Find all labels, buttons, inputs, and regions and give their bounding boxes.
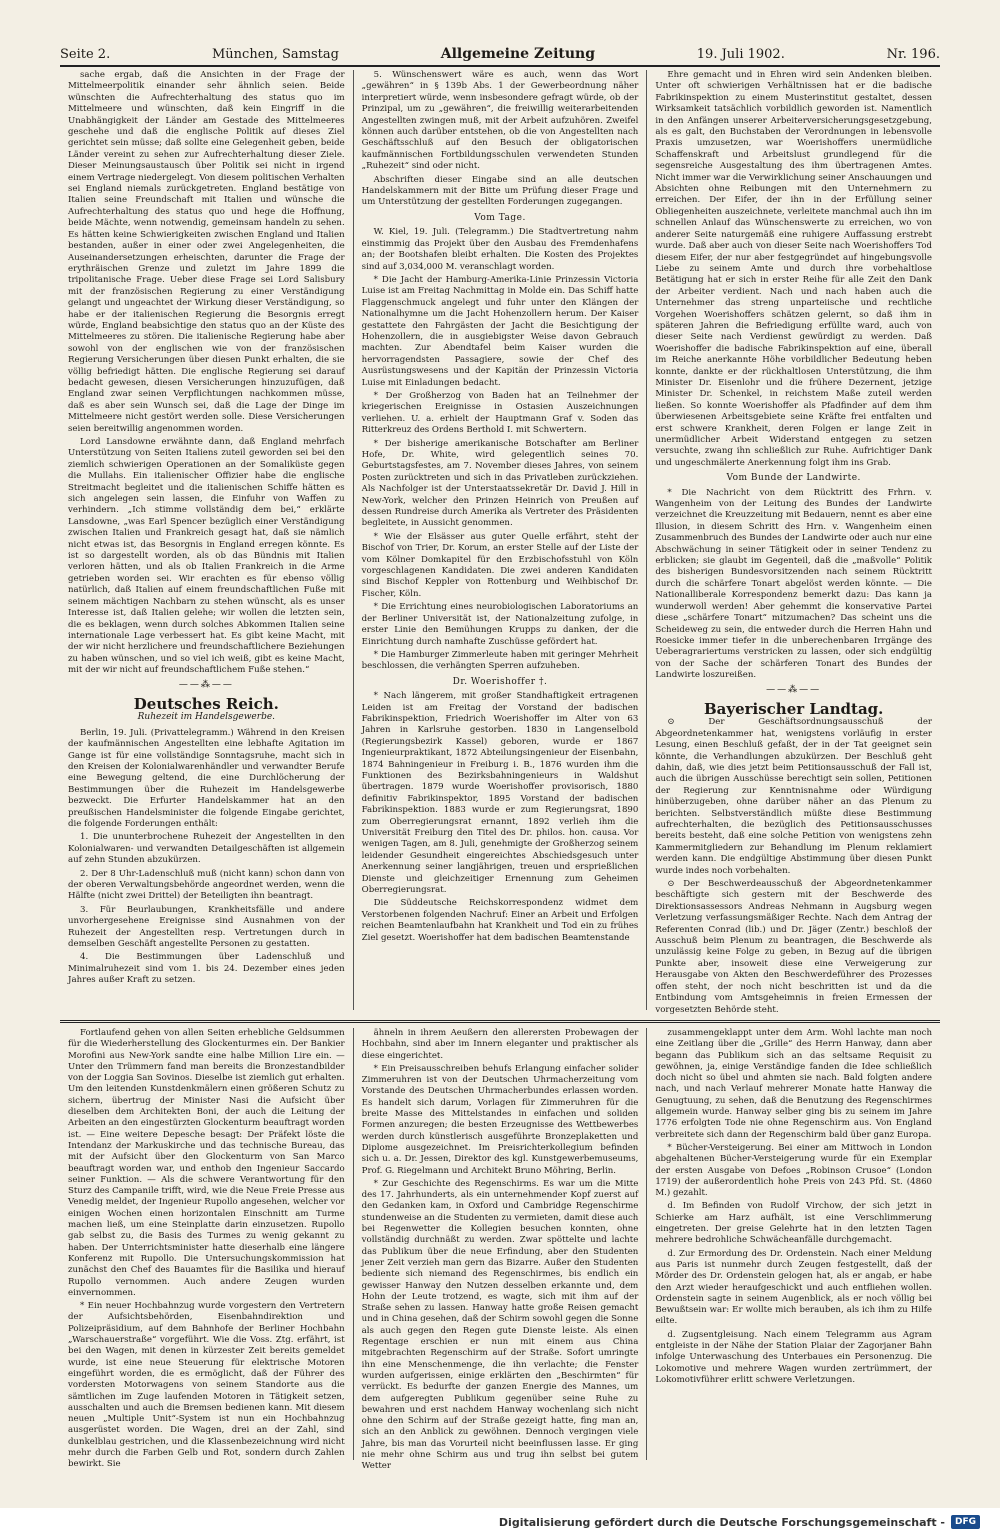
article-heading: Dr. Woerishoffer †. — [452, 676, 548, 687]
article-paragraph: d. Im Befinden von Rudolf Virchow, der sich jetzt in Schierke am Harz aufhält, ist eine Verschlimmerung eingetreten. Der greise Gelehrte hat in den letzten Tagen mehrere bedrohliche Schwächeanfälle durchgemacht. — [655, 1201, 933, 1246]
place-day: München, Samstag — [211, 47, 339, 62]
feuilleton-rule — [60, 1020, 940, 1023]
article-paragraph: 1. Die ununterbrochene Ruhezeit der Angestellten in den Kolonialwaren- und verwandten Detailgeschäften ist allgemein auf zehn Stunden abzukürzen. — [68, 832, 345, 866]
article-paragraph: * Der Großherzog von Baden hat an Teilnehmer der kriegerischen Ereignisse in Ostasien Auszeichnungen verliehen. U. a. erhielt der Hauptmann Graf v. Soden das Ritterkreuz des Ordens Berthold I. mit Schwertern. — [361, 390, 639, 436]
article-paragraph: * Der bisherige amerikanische Botschafter am Berliner Hofe, Dr. White, wird gelegentlich seines 70. Geburtstagsfestes, am 7. November dieses Jahres, von seinem Posten zurücktreten und sich in das Privatleben zurückziehen. Als Nachfolger ist der Unterstaatssekretär Dr. David J. Hill in New-York, welcher den Prinzen Heinrich von Preußen auf dessen Rundreise durch Amerika als Vertreter des Präsidenten begleitete, in Aussicht genommen. — [361, 438, 639, 529]
article-paragraph: W. Kiel, 19. Juli. (Telegramm.) Die Stadtvertretung nahm einstimmig das Projekt über den Ausbau des Fremdenhafens an; der Bootshafen bleibt erhalten. Die Kosten des Projektes sind auf 3,034,000 M. veranschlagt worden. — [361, 227, 639, 272]
article-paragraph: zusammengeklappt unter dem Arm. Wohl lachte man noch eine Zeitlang über die „Grille“ des Herrn Hanway, dann aber begann das Publikum sich an das seltsame Requisit zu gewöhnen, ja, einige Verständige fanden die Idee schließlich doch nicht so übel und ahmten sie nach. Bald folgten andere nach, und nach Verlauf mehrerer Monate hatte Hanway die Genugtuung, zu sehen, daß die Benutzung des Regenschirmes allgemein wurde. Hanway selber ging bis zu seinem im Jahre 1776 erfolgten Tode nie ohne Regenschirm aus. Von England verbreitete sich dann der Regenschirm bald über ganz Europa. — [655, 1028, 933, 1140]
article-paragraph: Ehre gemacht und in Ehren wird sein Andenken bleiben. Unter oft schwierigen Verhältnissen hat er die badische Fabrikinspektion zu einem Musterinstitut gestaltet, dessen Wirksamkeit tatsächlich vorbildlich geworden ist. Namentlich in den Anfängen unserer Arbeiterversicherungsgesetzgebung, als es galt, den Buchstaben der Verordnungen in lebensvolle Praxis umzusetzen, war Woerishoffers unermüdliche Schaffenskraft und Arbeitslust grundlegend für die segensreiche Ausgestaltung des ihm übertragenen Amtes. Nicht immer war die Verwirklichung seiner Anschauungen und Absichten ohne Reibungen mit den Unternehmern zu erreichen. Der Eifer, der ihn in der Erfüllung seiner Obliegenheiten auszeichnete, verleitete manchmal auch ihn im schnellen Anlauf das Wünschenswerte zu erreichen, wo von anderer Seite naturgemäß eine ruhigere Auffassung erstrebt wurde. Daß aber auch von dieser Seite nach Woerishoffers Tod diesem Eifer, der nur aber festgegründet auf hingebungsvolle Liebe zu seinem Amte und durch ihre vorbehaltlose Betätigung hat er sich in erster Reihe für alle Zeit den Dank der Arbeiter verdient. Nach und nach haben auch die Unternehmer das streng unparteiische und rechtliche Vorgehen Woerishoffers schätzen gelernt, so daß ihm in späteren Jahren die Befriedigung erfüllte ward, auch von dieser Seite nach Verdienst gewürdigt zu werden. Daß Woerishoffer die badische Fabrikinspektion auf eine, überall im Reiche anerkannte Höhe vorbildlicher Bedeutung heben konnte, dankte er der rückhaltlosen Unterstützung, die ihm Minister Dr. Eisenlohr und die frühere Dezernent, jetzige Minister Dr. Schenkel, in reichstem Maße zuteil werden ließen. So konnte Woerishoffer als Pfadfinder auf dem ihm überwiesenen Arbeitsgebiete seine Kräfte frei entfalten und erst schwere Krankheit, deren Folgen er lange Zeit in unermüdlicher Arbeit Widerstand entgegen zu setzen versuchte, zwang ihn schließlich zur Ruhe. Aufrichtiger Dank und ungeschmälerte Anerkennung folgt ihm ins Grab. — [655, 70, 933, 468]
article-subheading: Ruhezeit im Handelsgewerbe. — [137, 712, 276, 723]
feuilleton-columns — [60, 1028, 940, 1472]
article-paragraph: * Wie der Elsässer aus guter Quelle erfährt, steht der Bischof von Trier, Dr. Korum, an erster Stelle auf der Liste der vom Kölner Domkapitel für den Erzbischofsstuhl von Köln vorgeschlagenen Kandidaten. Die zwei anderen Kandidaten sind Bischof Keppler von Rottenburg und Weihbischof Dr. Fischer, Köln. — [361, 531, 639, 599]
footer-text: Digitalisierung gefördert durch die Deutsche Forschungsgemeinschaft - — [498, 1515, 945, 1529]
issue-date: 19. Juli 1902. — [696, 47, 785, 62]
article-heading: Vom Tage. — [474, 212, 526, 223]
article-paragraph: * Ein Preisausschreiben behufs Erlangung einfacher solider Zimmeruhren ist von der Deutschen Uhrmacherzeitung vom Vorstande des Deutschen Uhrmacherbundes erlassen worden. Es handelt sich darum, Vorlagen für Zimmeruhren für die breite Masse des Mittelstandes in einfachen und soliden Formen anzuregen; die besten Erzeugnisse des Wettbewerbes werden durch künstlerisch ausgeführte Bronzeplaketten und Diplome ausgezeichnet. Im Preisrichterkollegium befinden sich u. a. Dr. Jessen, Direktor des kgl. Kunstgewerbemuseums, Prof. G. Riegelmann und Architekt Bruno Möhring, Berlin. — [361, 1063, 639, 1176]
article-paragraph: 2. Der 8 Uhr-Ladenschluß muß (nicht kann) schon dann von der oberen Verwaltungsbehörde angeordnet werden, wenn die Hälfte (nicht zwei Drittel) der Beteiligten ihn beantragt. — [68, 868, 345, 902]
main-columns — [60, 70, 940, 1015]
article-paragraph: * Zur Geschichte des Regenschirms. Es war um die Mitte des 17. Jahrhunderts, als ein unternehmender Kopf zuerst auf den Gedanken kam, in Oxford und Cambridge Regenschirme stundenweise an die Studenten zu vermieten, damit diese auch bei Regenwetter die Kollegien besuchen konnten, ohne vollständig durchnäßt zu werden. Zwar spöttelte und lachte das Publikum über die neue Erfindung, aber den Studenten jener Zeit verzieh man gern das Bizarre. Außer den Studenten bediente sich niemand des Regenschirmes, bis endlich ein gewisser Hanway den Nutzen desselben erkannte und, dem Hohn der Leute trotzend, es wagte, sich mit ihm auf der Straße sehen zu lassen. Hanway hatte große Reisen gemacht und in China gesehen, daß der Schirm sowohl gegen die Sonne als auch gegen den Regen gute Dienste leiste. Als einen Regentage erschien er nun mit einem aus China mitgebrachten Regenschirm auf der Straße. Sofort umringte ihn eine Menschenmenge, die ihn verlachte; die Fenster wurden aufgerissen, einige erklärten den „Beschirmten“ für verrückt. Es bedurfte der ganzen Energie des Mannes, um dem aufgeregten Publikum gegenüber seine Ruhe zu bewahren und erst nachdem Hanway wochenlang sich nicht ohne den Schirm auf der Straße gezeigt hatte, fing man an, sich an den Anblick zu gewöhnen. Dennoch vergingen viele Jahre, bis man das Vorurteil nicht beeinflussen lasse. Er ging nie mehr ohne Schirm aus und trug ihn selbst bei gutem Wetter — [361, 1178, 639, 1472]
article-paragraph: ähneln in ihrem Aeußern den allerersten Probewagen der Hochbahn, sind aber im Innern eleganter und praktischer als diese eingerichtet. — [361, 1028, 639, 1061]
article-paragraph: sache ergab, daß die Ansichten in der Frage der Mittelmeerpolitik einander sehr ähnlich seien. Beide wünschten die Aufrechterhaltung des status quo im Mittelmeere und wünschten, daß kein Eingriff in die Unabhängigkeit der Länder am Gestade des Mittelmeeres geschehe und daß die englische Politik auf dieses Ziel gerichtet sein müsse; daß sollte eine Gelegenheit geben, beide Länder vereint zu sehen zur Aufrechterhaltung dieser Ziele. Dieser Meinungsaustausch über Politik sei nicht in irgend einem Vertrage niedergelegt. Von diesem politischen Verhalten sei England niemals zurückgetreten. England bestätige von Italien seine Freundschaft mit Italien und wünsche die Aufrechterhaltung des status quo und hege die Hoffnung, beide Mächte, wenn notwendig, gemeinsam handeln zu sehen. Es hätten keine Schwierigkeiten zwischen England und Italien bestanden, außer in einer oder zwei Angelegenheiten, die Auseinandersetzungen erheischten, darunter die Frage der erythräischen Grenze und zuletzt im Jahre 1899 die tripolitanische Frage. Ueber diese Frage sei Lord Salisbury mit der französischen Regierung zu einer Verständigung gelangt und ungeachtet der Wirkung dieser Verständigung, so habe er der italienischen Regierung die Besorgnis erregt würde, England beabsichtige den status quo an der Küste des Mittelmeeres zu stören. Die italienische Regierung habe aber sowohl von der englischen wie von der französischen Regierung Versicherungen über diesen Punkt erhalten, die sie völlig befriedigt hätten. Die englische Regierung sei darauf bedacht gewesen, diesen Versicherungen hinzuzufügen, daß England zwar seinen Verpflichtungen nachkommen müsse, daß es aber sein Wunsch sei, daß die Lage der Dinge im Mittelmeere nicht gestört werden solle. Diese Versicherungen seien bereitwillig angenommen worden. — [68, 70, 345, 434]
article-paragraph: ⊙ Der Beschwerdeausschuß der Abgeordnetenkammer beschäftigte sich gestern mit der Beschwerde des Direktionsassessors Andreas Nehmann in Augsburg wegen Verletzung verfassungsmäßiger Rechte. Nach dem Antrag der Referenten Conrad (lib.) und Dr. Jäger (Zentr.) beschloß der Ausschuß beim Plenum zu beantragen, die Beschwerde als unzulässig keine Folge zu geben, in Bezug auf die übrigen Punkte aber, insoweit diese eine Verweigerung zur Herausgabe von Akten den Beschwerdeführer des Prozesses offen steht, der noch nicht beschritten ist und da die Entbindung vom Amtsgeheimnis in freien Ermessen der vorgesetzten Behörde steht. — [655, 879, 933, 1015]
article-paragraph: 5. Wünschenswert wäre es auch, wenn das Wort „gewähren“ in § 139b Abs. 1 der Gewerbeordnung näher interpretiert würde, wenn insbesondere gefragt würde, ob der Prinzipal, um zu „gewähren“, die freiwillig weiterarbeitenden Angestellten zwingen muß, mit der Arbeit aufzuhören. Zweifel können auch darüber entstehen, ob die von Angestellten nach Geschäftsschluß auf den Besuch der obligatorischen kaufmännischen Fortbildungsschulen verwendeten Stunden „Ruhezeit“ sind oder nicht. — [361, 70, 639, 172]
section-heading: Deutsches Reich. — [133, 694, 279, 713]
article-paragraph: d. Zugsentgleisung. Nach einem Telegramm aus Agram entgleiste in der Nähe der Station Plaiar der Zagorjaner Bahn infolge Unterwaschung des Unterbaues ein Personenzug. Die Lokomotive und mehrere Wagen wurden zertrümmert, der Lokomotivführer erlitt schwere Verletzungen. — [655, 1329, 933, 1385]
article-paragraph: * Ein neuer Hochbahnzug wurde vorgestern den Vertretern der Aufsichtsbehörden, Eisenbahndirektion und Polizeipräsidium, auf dem Bahnhofe der Berliner Hochbahn „Warschauerstraße“ vorgeführt. Wie die Voss. Ztg. erfährt, ist bei den Wagen, mit denen in kürzester Zeit bereits gemeldet wurde, ist eine neue Steuerung für elektrische Motoren eingeführt worden, die es ermöglicht, daß der Führer des vordersten Motorwagens von seinem Standorte aus die sämtlichen im Zuge laufenden Motoren in Tätigkeit setzen, ausschalten und auch die Bremsen bedienen kann. Mit diesem neuen „Multiple Unit“-System ist nun ein Hochbahnzug ausgerüstet worden. Die Wagen, drei an der Zahl, sind dunkelblau gestrichen, und die Klassenbezeichnung wird nicht mehr durch die Farben Gelb und Rot, sondern durch Zahlen bewirkt. Sie — [68, 1301, 345, 1470]
article-paragraph: 4. Die Bestimmungen über Ladenschluß und Minimalruhezeit sind vom 1. bis 24. Dezember eines jeden Jahres außer Kraft zu setzen. — [68, 952, 345, 986]
feuilleton-column-3 — [646, 1028, 940, 1460]
separator: ——⁂—— — [178, 679, 234, 690]
page-number: Seite 2. — [60, 47, 111, 62]
article-paragraph: * Nach längerem, mit großer Standhaftigkeit ertragenen Leiden ist am Freitag der Vorstand der badischen Fabrikinspektion, Friedrich Woerishoffer im Alter von 63 Jahren in Karlsruhe gestorben. 1830 in Langenselbold (Regierungsbezirk Kassel) geboren, wurde er 1867 Ingenieurpraktikant, 1872 Abteilungsingenieur der Eisenbahn, 1874 Bahningenieur in Freiburg i. B., 1876 wurden ihm die Funktionen des Bezirksbahningenieurs in Waldshut übertragen. 1879 wurde Woerishoffer provisorisch, 1880 definitiv Fabrikinspektor, 1895 Vorstand der badischen Fabrikinspektion. 1883 wurde er zum Regierungsrat, 1890 zum Oberregierungsrat ernannt, 1892 verlieh ihm die Universität Freiburg den Titel des Dr. philos. hon. causa. Vor wenigen Tagen, am 8. Juli, genehmigte der Großherzog seinem leidender Gesundheit eingereichtes Abschiedsgesuch unter Anerkennung seiner langjährigen, treuen und ersprießlichen Dienste und gleichzeitiger Ernennung zum Geheimen Oberregierungsrat. — [361, 691, 639, 896]
page-header — [60, 38, 940, 67]
article-paragraph: d. Zur Ermordung des Dr. Ordenstein. Nach einer Meldung aus Paris ist nunmehr durch Zeugen festgestellt, daß der Mörder des Dr. Ordenstein gelogen hat, als er angab, er habe den Arzt wieder heraufgeschickt und auch entfliehen wollen. Ordenstein sagte in seinem Augenblick, als er noch völlig bei Bewußtsein war: Er wollte mich berauben, als ich ihm zu Hilfe eilte. — [655, 1248, 933, 1327]
masthead: Allgemeine Zeitung — [440, 46, 596, 62]
column-1 — [60, 70, 353, 1010]
article-paragraph: 3. Für Beurlaubungen, Krankheitsfälle und andere unvorhergesehene Ereignisse sind Ausnahmen von der Ruhezeit der Angestellten resp. Vertretungen durch in demselben Geschäft angestellte Personen zu gestatten. — [68, 904, 345, 950]
issue-number: Nr. 196. — [886, 47, 940, 62]
article-paragraph: * Die Jacht der Hamburg-Amerika-Linie Prinzessin Victoria Luise ist am Freitag Nachmittag in Molde ein. Das Schiff hatte Flaggenschmuck angelegt und fuhr unter den Klängen der Nationalhymne um die Jacht Hohenzollern herum. Der Kaiser gestattete den Fahrgästen der Jacht die Besichtigung der Hohenzollern, die in ausgiebigster Weise davon Gebrauch machten. Zur Abendtafel beim Kaiser wurden die hervorragendsten Passagiere, sowie der Chef des Ausrüstungswesens und der Kapitän der Prinzessin Victoria Luise mit Einladungen bedacht. — [361, 274, 639, 388]
separator: ——⁂—— — [766, 684, 822, 695]
column-2 — [353, 70, 647, 1010]
column-3 — [646, 70, 940, 1015]
feuilleton-column-2 — [353, 1028, 647, 1472]
article-paragraph: * Die Hamburger Zimmerleute haben mit geringer Mehrheit beschlossen, die verhängten Sperren aufzuheben. — [361, 649, 639, 672]
article-paragraph: ⊙ Der Geschäftsordnungsausschuß der Abgeordnetenkammer hat, wenigstens vorläufig in erster Lesung, einen Beschluß gefaßt, der in der Tat geeignet sein könnte, die Verhandlungen abzukürzen. Der Beschluß geht dahin, daß, wie dies jetzt beim Petitionsausschuß der Fall ist, auch die übrigen Ausschüsse berechtigt sein sollen, Petitionen der Regierung zur Kenntnisnahme oder Würdigung hinüberzugeben, ohne darüber näher an das Plenum zu berichten. Selbstverständlich müßte diese Bestimmung aufrechterhalten, die bezüglich des Petitionsausschusses bereits besteht, daß eine solche Petition von wenigstens zehn Kammermitgliedern zur Behandlung im Plenum reklamiert werden kann. Die endgültige Abstimmung über diesen Punkt wurde indes noch vorbehalten. — [655, 717, 933, 876]
article-heading: Vom Bunde der Landwirte. — [726, 473, 861, 484]
dfg-logo-icon: DFG — [951, 1515, 980, 1529]
digitization-footer — [0, 1508, 1000, 1536]
article-paragraph: * Bücher-Versteigerung. Bei einer am Mittwoch in London abgehaltenen Bücher-Versteigerung wurde für ein Exemplar der ersten Ausgabe von Defoes „Robinson Crusoe“ (London 1719) der außerordentlich hohe Preis von 243 Pfd. St. (4860 M.) gezahlt. — [655, 1142, 933, 1199]
section-heading: Bayerischer Landtag. — [703, 699, 884, 718]
article-paragraph: Berlin, 19. Juli. (Privattelegramm.) Während in den Kreisen der kaufmännischen Angestellten eine lebhafte Agitation im Gange ist für eine vollständige Sonntagsruhe, macht sich in den Kreisen der Kolonialwarenhändler und verwandter Berufe eine Bewegung geltend, die eine Durchlöcherung der Bestimmungen über die Ruhezeit im Handelsgewerbe bezweckt. Die Erfurter Handelskammer hat an den preußischen Handelsminister die folgende Eingabe gerichtet, die folgende Forderungen enthält: — [68, 727, 345, 829]
article-paragraph: Lord Lansdowne erwähnte dann, daß England mehrfach Unterstützung von Seiten Italiens zuteil geworden sei bei den ziemlich schwierigen Operationen an der Somaliküste gegen die Mullahs. Ein italienischer Offizier habe die englische Streitmacht begleitet und die italienischen Schiffe hätten es sich angelegen sein lassen, die Einfuhr von Waffen zu verhindern. „Ich stimme vollständig dem bei,“ erklärte Lansdowne, „was Earl Spencer bezüglich einer Verständigung zwischen Italien und Frankreich gesagt hat, daß sie nämlich nicht etwas ist, das Besorgnis in England erregen könnte. Es ist so dargestellt worden, als ob das Bündnis mit Italien verloren hätten, und als ob Italien Frankreich in die Arme getrieben worden sei. Wir erachten es für ebenso völlig natürlich, daß Italien auf einem freundschaftlichen Fuße mit seinem mächtigen Nachbarn zu stehen wünscht, als es unser Interesse ist, daß Italien gelehe; wir wollen die letzten sein, die es beklagen, wenn durch solches Abkommen Italien seine internationale Lage verbessert hat. Es gibt keine Macht, mit der wir nicht herzlichere und freundschaftlichere Beziehungen zu haben wünschen, und so viel ich weiß, gibt es keine Macht, mit der wir nicht auf freundschaftlichem Fuße stehen.“ — [68, 437, 345, 676]
feuilleton-column-1 — [60, 1028, 353, 1470]
article-paragraph: * Die Nachricht von dem Rücktritt des Frhrn. v. Wangenheim von der Leitung des Bundes der Landwirte verzeichnet die Kreuzzeitung mit Bedauern, nennt es aber eine Illusion, in diesem Schritt des Hrn. v. Wangenheim einen Zusammenbruch des Bundes der Landwirte oder auch nur eine Abschwächung in seiner Tätigkeit oder in seiner Tendenz zu erblicken; sie glaubt im Gegenteil, daß die „maßvolle“ Politik des bisherigen Bundesvorsitzenden nach seinem Rücktritt durch die schärfere Tonart abgelöst werden könnte. — Die Nationalliberale Korrespondenz bemerkt dazu: Das kann ja wunderwoll werden! Aber gehemmt die konservative Partei diese „schärfere Tonart“ mitzumachen? Das scheint uns die Scheideweg zu sein, die entweder durch die Herren Hahn und Roesicke immer tiefer in die unberechenbaren Irrgänge des Ueberagrariertums verstricken zu lassen, oder sich endgültig von der Sache der schärferen Tonart des Bundes der Landwirte loszureißen. — [655, 487, 933, 681]
article-paragraph: Fortlaufend gehen von allen Seiten erhebliche Geldsummen für die Wiederherstellung des Glockenturmes ein. Der Bankier Morofini aus New-York sandte eine halbe Million Lire ein. — Unter den Trümmern fand man bereits die Bronzestandbilder von der Loggia San Sovinos. Dieselbe ist ziemlich gut erhalten. Um den leitenden Kunstdenkmälern einen größeren Schutz zu sichern, übertrug der Minister Nasi die Aufsicht über dieselben dem Architekten Boni, der auch die Leitung der Arbeiten an den eingestürzten Glockenturm beauftragt worden ist. — Eine weitere Depesche besagt: Der Präfekt löste die Intendanz der Markuskirche und das technische Bureau, das mit der Aufsicht über den Glockenturm von San Marco beauftragt worden war, und enthob den Ingenieur Saccardo seiner Funktion. — Als die schwere Verantwortung für den Sturz des Campanile trifft, wird, wie die Neue Freie Presse aus Venedig meldet, der Ingenieur Rupollo angesehen, welcher vor einigen Wochen einen horizontalen Einschnitt am Turme machen ließ, um eine Steinplatte darin einzusetzen. Rupollo gab selbst zu, die Basis des Turmes zu wenig gekannt zu haben. Der Unterrichtsminister hatte dieserhalb eine längere Konferenz mit Rupollo. Die Untersuchungskommission hat zunächst den Chef des Bauamtes für die Basilika und hierauf Rupollo vernommen. Auch andere Zeugen wurden einvernommen. — [68, 1028, 345, 1298]
article-paragraph: * Die Errichtung eines neurobiologischen Laboratoriums an der Berliner Universität ist, der Nationalzeitung zufolge, in erster Linie den Bemühungen Krupps zu danken, der die Einrichtung durch namhafte Zuschüsse gefördert hat. — [361, 602, 639, 647]
article-paragraph: Die Süddeutsche Reichskorrespondenz widmet dem Verstorbenen folgenden Nachruf: Einer an Arbeit und Erfolgen reichen Beamtenlaufbahn hat Krankheit und Tod ein zu frühes Ziel gesetzt. Woerishoffer hat dem badischen Beamtenstande — [361, 898, 639, 943]
article-paragraph: Abschriften dieser Eingabe sind an alle deutschen Handelskammern mit der Bitte um Prüfung dieser Frage und um Unterstützung der gestellten Forderungen zugegangen. — [361, 174, 639, 208]
